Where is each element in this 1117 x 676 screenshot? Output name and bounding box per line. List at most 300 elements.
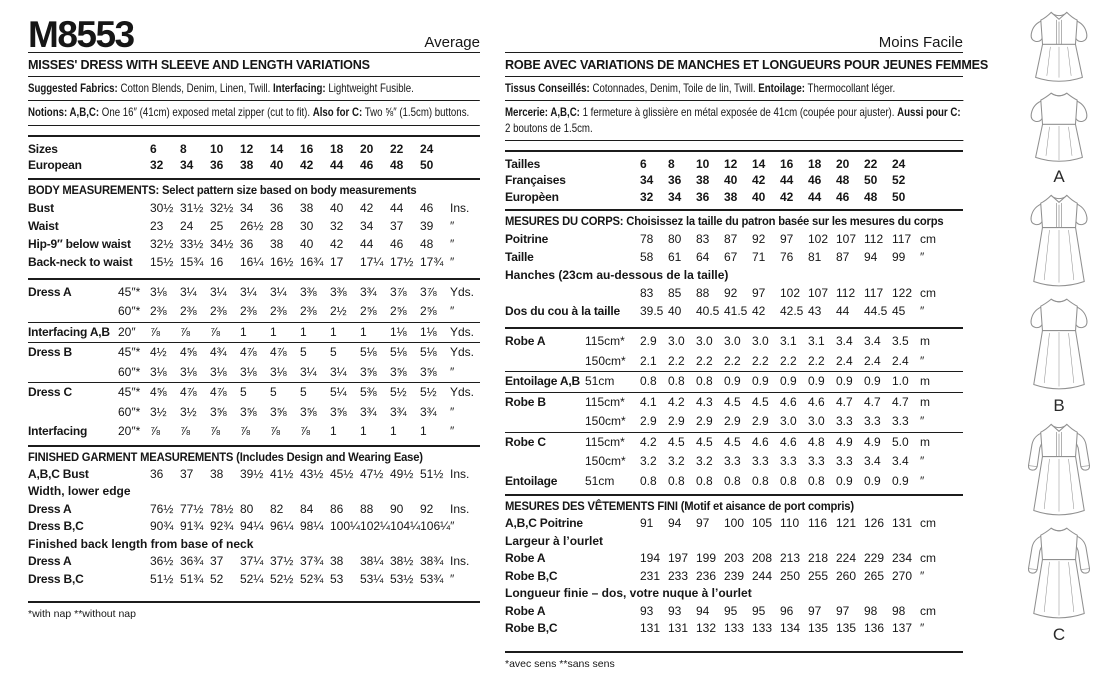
cell: 3½ xyxy=(180,404,197,419)
cell: ⅞ xyxy=(210,424,221,439)
cell: 4.7 xyxy=(864,394,881,409)
view-c-back-illustration xyxy=(1019,523,1099,624)
cell: 4.6 xyxy=(780,434,797,449)
cell: 234 xyxy=(892,551,913,566)
cell: 41.5 xyxy=(724,304,748,319)
cell: 61 xyxy=(668,250,682,265)
cell: 131 xyxy=(640,621,661,636)
cell: 39½ xyxy=(240,466,264,481)
cell: 60″* xyxy=(118,364,141,379)
cell: 3.2 xyxy=(668,454,685,469)
cell: 5 xyxy=(270,385,277,400)
cell: 3⅝ xyxy=(330,404,347,419)
cell: 52¾ xyxy=(300,571,324,586)
cell: 16¼ xyxy=(240,254,264,269)
cell: 45½ xyxy=(330,466,354,481)
masthead-fr xyxy=(505,12,963,53)
cell: 88 xyxy=(360,501,374,516)
cell: Tailles xyxy=(505,156,541,171)
table-row xyxy=(505,412,963,432)
cell: Ins. xyxy=(450,501,470,516)
cell: 0.9 xyxy=(864,473,881,488)
cell: 3.0 xyxy=(780,414,797,429)
cell: 2⅜ xyxy=(180,304,197,319)
cell: m xyxy=(920,434,930,449)
finished-measurements-table-fr xyxy=(505,513,963,638)
cell: 224 xyxy=(836,551,857,566)
cell: 52 xyxy=(210,571,224,586)
cell: 37 xyxy=(210,554,224,569)
cell: 98¼ xyxy=(300,519,324,534)
cell: 33½ xyxy=(180,236,204,251)
cell: Taille xyxy=(505,250,534,265)
cell: 233 xyxy=(668,568,689,583)
cell: 131 xyxy=(668,621,689,636)
cell: 4.5 xyxy=(724,394,741,409)
cell: 203 xyxy=(724,551,745,566)
cell: 25 xyxy=(210,218,224,233)
cell: 218 xyxy=(808,551,829,566)
table-row xyxy=(28,571,480,589)
cell: 115cm* xyxy=(585,434,625,449)
table-row xyxy=(505,332,963,352)
cell: 4.6 xyxy=(780,394,797,409)
cell: 260 xyxy=(836,568,857,583)
cell: 106¼ xyxy=(420,519,451,534)
cell: 4½ xyxy=(150,345,167,360)
table-row xyxy=(505,156,963,173)
text: Thermocollant léger. xyxy=(805,81,896,95)
view-illustrations xyxy=(1006,8,1112,649)
cell: 110 xyxy=(780,516,800,531)
cell: 3⅛ xyxy=(270,364,287,379)
finished-measurements-table-en xyxy=(28,464,480,589)
body-measurements-table-fr xyxy=(505,228,963,327)
cell: 102 xyxy=(808,232,829,247)
cell: 2.4 xyxy=(892,353,909,368)
cell: 2.2 xyxy=(724,353,741,368)
cell: 2.4 xyxy=(864,353,881,368)
body-measurements-table-en xyxy=(28,197,480,278)
cell: 3⅝ xyxy=(390,364,407,379)
cell: 50 xyxy=(420,158,434,173)
cell: 32½ xyxy=(210,200,234,215)
cell: 15½ xyxy=(150,254,174,269)
cell: 44.5 xyxy=(864,304,888,319)
cell: 51½ xyxy=(420,466,444,481)
cell: 43 xyxy=(808,304,822,319)
cell: 255 xyxy=(808,568,829,583)
cell: 3¾ xyxy=(420,404,437,419)
cell: 8 xyxy=(668,156,675,171)
cell: 37¼ xyxy=(240,554,264,569)
cell: 17 xyxy=(330,254,344,269)
cell: 3⅝ xyxy=(210,404,227,419)
cell: m xyxy=(920,394,930,409)
table-row xyxy=(28,199,480,217)
cell: 16 xyxy=(300,141,314,156)
cell: ″ xyxy=(920,454,925,469)
english-column xyxy=(28,12,480,620)
cell: Yds. xyxy=(450,324,475,339)
cell: 90¾ xyxy=(150,519,174,534)
cell: 1 xyxy=(270,324,277,339)
table-row xyxy=(505,392,963,413)
cell: 0.8 xyxy=(668,374,685,389)
cell: Dos du cou à la taille xyxy=(505,304,620,319)
cell: 2.9 xyxy=(640,334,657,349)
garment-title-en: MISSES' DRESS WITH SLEEVE AND LENGTH VARIATIONS xyxy=(28,53,480,77)
cell: 1 xyxy=(240,324,247,339)
cell: Interfacing A,B xyxy=(28,324,110,339)
cell: 44 xyxy=(808,189,822,204)
table-row xyxy=(28,553,480,571)
cell: ″ xyxy=(450,424,455,439)
cell: 94¼ xyxy=(240,519,264,534)
cell: 2⅝ xyxy=(420,304,437,319)
cell: 96¼ xyxy=(270,519,294,534)
cell: ″ xyxy=(920,621,925,636)
cell: 3.5 xyxy=(892,334,909,349)
cell: 0.9 xyxy=(808,374,825,389)
cell: 5⅜ xyxy=(360,385,377,400)
cell: 3.1 xyxy=(808,334,825,349)
view-c-front-illustration xyxy=(1019,420,1099,521)
table-row xyxy=(28,518,480,536)
cell: 3¼ xyxy=(210,284,227,299)
bold-text: Suggested Fabrics: xyxy=(28,81,118,95)
cell: 3¾ xyxy=(360,404,377,419)
cell: 0.9 xyxy=(752,374,769,389)
yardage-table-en xyxy=(28,278,480,447)
view-b-back-illustration xyxy=(1019,294,1099,395)
cell: 2⅝ xyxy=(360,304,377,319)
cell: 14 xyxy=(270,141,284,156)
cell: 32 xyxy=(150,158,164,173)
cell: 53¾ xyxy=(420,571,444,586)
cell: 91 xyxy=(640,516,654,531)
cell: 26½ xyxy=(240,218,264,233)
view-label-b: B xyxy=(1053,396,1065,415)
table-row xyxy=(28,501,480,519)
cell: 5½ xyxy=(390,385,407,400)
cell: 20 xyxy=(836,156,850,171)
cell: Ins. xyxy=(450,554,470,569)
cell: 2.2 xyxy=(808,353,825,368)
cell: 3.3 xyxy=(864,414,881,429)
cell: 0.9 xyxy=(836,473,853,488)
cell: 46 xyxy=(420,200,434,215)
cell: 4.5 xyxy=(696,434,713,449)
cell: 4¾ xyxy=(210,345,227,360)
cell: 5½ xyxy=(420,385,437,400)
view-b-front-illustration xyxy=(1019,191,1099,292)
cell: 64 xyxy=(696,250,710,265)
cell: Yds. xyxy=(450,385,475,400)
cell: 18 xyxy=(808,156,822,171)
cell: ″ xyxy=(450,404,455,419)
cell: 34½ xyxy=(210,236,234,251)
cell: 6 xyxy=(640,156,647,171)
cell: 78 xyxy=(640,232,654,247)
masthead-en xyxy=(28,12,480,53)
cell: 20″* xyxy=(118,424,141,439)
cell: Robe C xyxy=(505,434,546,449)
cell: 3⅝ xyxy=(270,404,287,419)
text: Two ⅝″ (1.5cm) buttons. xyxy=(362,105,470,120)
view-label-c: C xyxy=(1052,625,1066,644)
text: Cotonnades, Denim, Toile de lin, Twill. xyxy=(589,81,759,95)
cell: 17¾ xyxy=(420,254,444,269)
cell: 4.5 xyxy=(752,394,769,409)
cell: 94 xyxy=(696,603,710,618)
cell: cm xyxy=(920,232,936,247)
cell: 122 xyxy=(892,286,913,301)
cell: 3.1 xyxy=(780,334,797,349)
cell: A,B,C Bust xyxy=(28,466,89,481)
cell: 3.4 xyxy=(892,454,909,469)
cell: 83 xyxy=(696,232,710,247)
cell: 47½ xyxy=(360,466,384,481)
cell: 4.6 xyxy=(752,434,769,449)
cell: 30½ xyxy=(150,200,174,215)
cell: 121 xyxy=(836,516,857,531)
cell: 10 xyxy=(696,156,710,171)
cell: 136 xyxy=(864,621,885,636)
cell: 3⅛ xyxy=(210,364,227,379)
cell: 17¼ xyxy=(360,254,384,269)
table-row xyxy=(505,352,963,372)
cell: 3¾ xyxy=(390,404,407,419)
table-row xyxy=(28,403,480,423)
pattern-number: M8553 xyxy=(28,13,134,55)
cell: 244 xyxy=(752,568,773,583)
cell: 3.3 xyxy=(724,454,741,469)
notions-line-en xyxy=(28,101,480,125)
cell: 150cm* xyxy=(585,414,626,429)
cell: 1 xyxy=(300,324,307,339)
cell: 38 xyxy=(724,189,738,204)
cell: 97 xyxy=(780,232,794,247)
cell: 1⅛ xyxy=(390,324,407,339)
finished-measurements-header-en: FINISHED GARMENT MEASUREMENTS (Includes Design and Wearing Ease) xyxy=(28,449,423,464)
cell: 37½ xyxy=(270,554,294,569)
cell: 34 xyxy=(180,158,194,173)
cell: ″ xyxy=(920,304,925,319)
table-row: Longueur finie – dos, votre nuque à l’ourlet xyxy=(505,586,752,601)
cell: Françaises xyxy=(505,173,566,188)
cell: Yds. xyxy=(450,284,475,299)
table-row: Width, lower edge xyxy=(28,484,131,499)
text: 1 fermeture à glissière en métal exposée de 41cm (coupée pour ajuster). xyxy=(579,105,898,120)
cell: 1⅛ xyxy=(420,324,437,339)
cell: 99 xyxy=(892,250,906,265)
cell: 4.9 xyxy=(836,434,853,449)
view-a-back-illustration xyxy=(1018,88,1100,166)
cell: 3⅛ xyxy=(180,364,197,379)
cell: 20″ xyxy=(118,324,136,339)
cell: 38 xyxy=(240,158,254,173)
cell: 3.3 xyxy=(836,454,853,469)
cell: 105 xyxy=(752,516,773,531)
cell: 5 xyxy=(330,345,337,360)
cell: 28 xyxy=(270,218,284,233)
cell: 81 xyxy=(808,250,822,265)
cell: 44 xyxy=(330,158,344,173)
cell: 4⅞ xyxy=(240,345,257,360)
cell: 4⅝ xyxy=(180,345,197,360)
table-row xyxy=(505,472,963,492)
cell: 2.2 xyxy=(696,353,713,368)
cell: 4⅞ xyxy=(210,385,227,400)
table-row xyxy=(28,342,480,363)
table-row xyxy=(28,322,480,343)
bold-text: Tissus Conseillés: xyxy=(505,81,590,95)
table-row xyxy=(505,371,963,392)
cell: 40 xyxy=(752,189,766,204)
cell: 42 xyxy=(752,173,766,188)
cell: 1 xyxy=(360,324,367,339)
cell: 37 xyxy=(180,466,194,481)
cell: Dress A xyxy=(28,284,72,299)
cell: cm xyxy=(920,551,936,566)
cell: 98 xyxy=(864,603,878,618)
cell: 46 xyxy=(360,158,374,173)
cell: 51cm xyxy=(585,473,615,488)
cell: 24 xyxy=(180,218,194,233)
cell: 38 xyxy=(696,173,710,188)
cell: ⅞ xyxy=(270,424,281,439)
cell: 4.8 xyxy=(808,434,825,449)
cell: 0.8 xyxy=(640,473,657,488)
cell: 100¼ xyxy=(330,519,361,534)
cell: Dress B,C xyxy=(28,519,84,534)
cell: Interfacing xyxy=(28,424,88,439)
cell: 39.5 xyxy=(640,304,664,319)
cell: 3⅛ xyxy=(150,284,167,299)
cell: ⅞ xyxy=(150,424,161,439)
cell: 24 xyxy=(892,156,906,171)
cell: 1 xyxy=(420,424,427,439)
cell: 92¾ xyxy=(210,519,234,534)
cell: 44 xyxy=(390,200,404,215)
cell: 51cm xyxy=(585,374,615,389)
cell: A,B,C Poitrine xyxy=(505,516,583,531)
cell: 137 xyxy=(892,621,913,636)
cell: 48 xyxy=(420,236,434,251)
cell: 2.9 xyxy=(724,414,741,429)
cell: 3.0 xyxy=(668,334,685,349)
cell: Robe B,C xyxy=(505,568,558,583)
cell: ″ xyxy=(450,571,455,586)
cell: 3¼ xyxy=(270,284,287,299)
table-row: Hanches (23cm au-dessous de la taille) xyxy=(505,268,729,283)
cell: 42 xyxy=(330,236,344,251)
cell: 2.2 xyxy=(780,353,797,368)
cell: 3½ xyxy=(150,404,167,419)
cell: 4.7 xyxy=(836,394,853,409)
cell: Bust xyxy=(28,200,54,215)
cell: 16¾ xyxy=(300,254,324,269)
cell: 84 xyxy=(300,501,314,516)
cell: 37 xyxy=(390,218,404,233)
cell: 34 xyxy=(360,218,374,233)
cell: ⅞ xyxy=(180,424,191,439)
cell: 2.9 xyxy=(752,414,769,429)
cell: 18 xyxy=(330,141,344,156)
cell: ″ xyxy=(450,236,455,251)
view-label-a: A xyxy=(1053,167,1065,186)
cell: cm xyxy=(920,516,936,531)
finished-measurements-header-fr: MESURES DES VÊTEMENTS FINI (Motif et aisance de port compris) xyxy=(505,499,854,514)
cell: 3¼ xyxy=(300,364,317,379)
cell: 4.5 xyxy=(668,434,685,449)
cell: Dress C xyxy=(28,385,72,400)
cell: 95 xyxy=(752,603,766,618)
cell: 92 xyxy=(420,501,434,516)
cell: 3⅜ xyxy=(330,284,347,299)
cell: Ins. xyxy=(450,466,470,481)
cell: 48 xyxy=(864,189,878,204)
cell: 97 xyxy=(752,286,766,301)
cell: 16½ xyxy=(270,254,294,269)
cell: 42 xyxy=(780,189,794,204)
cell: 0.8 xyxy=(780,473,797,488)
bold-text: Mercerie: A,B,C: xyxy=(505,105,580,120)
cell: 3¼ xyxy=(180,284,197,299)
cell: 34 xyxy=(668,189,682,204)
cell: 239 xyxy=(724,568,745,583)
cell: 38¼ xyxy=(360,554,384,569)
cell: Dress B,C xyxy=(28,571,84,586)
cell: 0.9 xyxy=(724,374,741,389)
cell: 2.2 xyxy=(668,353,685,368)
cell: 229 xyxy=(864,551,885,566)
cell: 4⅝ xyxy=(150,385,167,400)
cell: 36 xyxy=(270,200,284,215)
cell: 53¼ xyxy=(360,571,384,586)
table-row xyxy=(505,452,963,472)
cell: 34 xyxy=(240,200,254,215)
cell: 5⅛ xyxy=(360,345,377,360)
cell: 20 xyxy=(360,141,374,156)
cell: 126 xyxy=(864,516,885,531)
cell: 24 xyxy=(420,141,434,156)
cell: 1.0 xyxy=(892,374,909,389)
cell: 199 xyxy=(696,551,717,566)
cell: 112 xyxy=(864,232,884,247)
cell: 1 xyxy=(390,424,397,439)
cell: 40 xyxy=(330,200,344,215)
cell: 0.9 xyxy=(836,374,853,389)
cell: 132 xyxy=(696,621,717,636)
cell: 3.3 xyxy=(836,414,853,429)
table-row xyxy=(505,603,963,621)
cell: 3⅛ xyxy=(240,364,257,379)
cell: m xyxy=(920,334,930,349)
garment-title-fr: ROBE AVEC VARIATIONS DE MANCHES ET LONGUEURS POUR JEUNES FEMMES xyxy=(505,53,963,77)
cell: 135 xyxy=(808,621,829,636)
cell: 42 xyxy=(752,304,766,319)
cell: ″ xyxy=(920,473,925,488)
cell: 4.2 xyxy=(668,394,685,409)
cell: 97 xyxy=(836,603,850,618)
cell: 45″* xyxy=(118,385,141,400)
cell: Dress B xyxy=(28,345,72,360)
cell: 87 xyxy=(724,232,738,247)
cell: 38 xyxy=(330,554,344,569)
cell: 49½ xyxy=(390,466,414,481)
